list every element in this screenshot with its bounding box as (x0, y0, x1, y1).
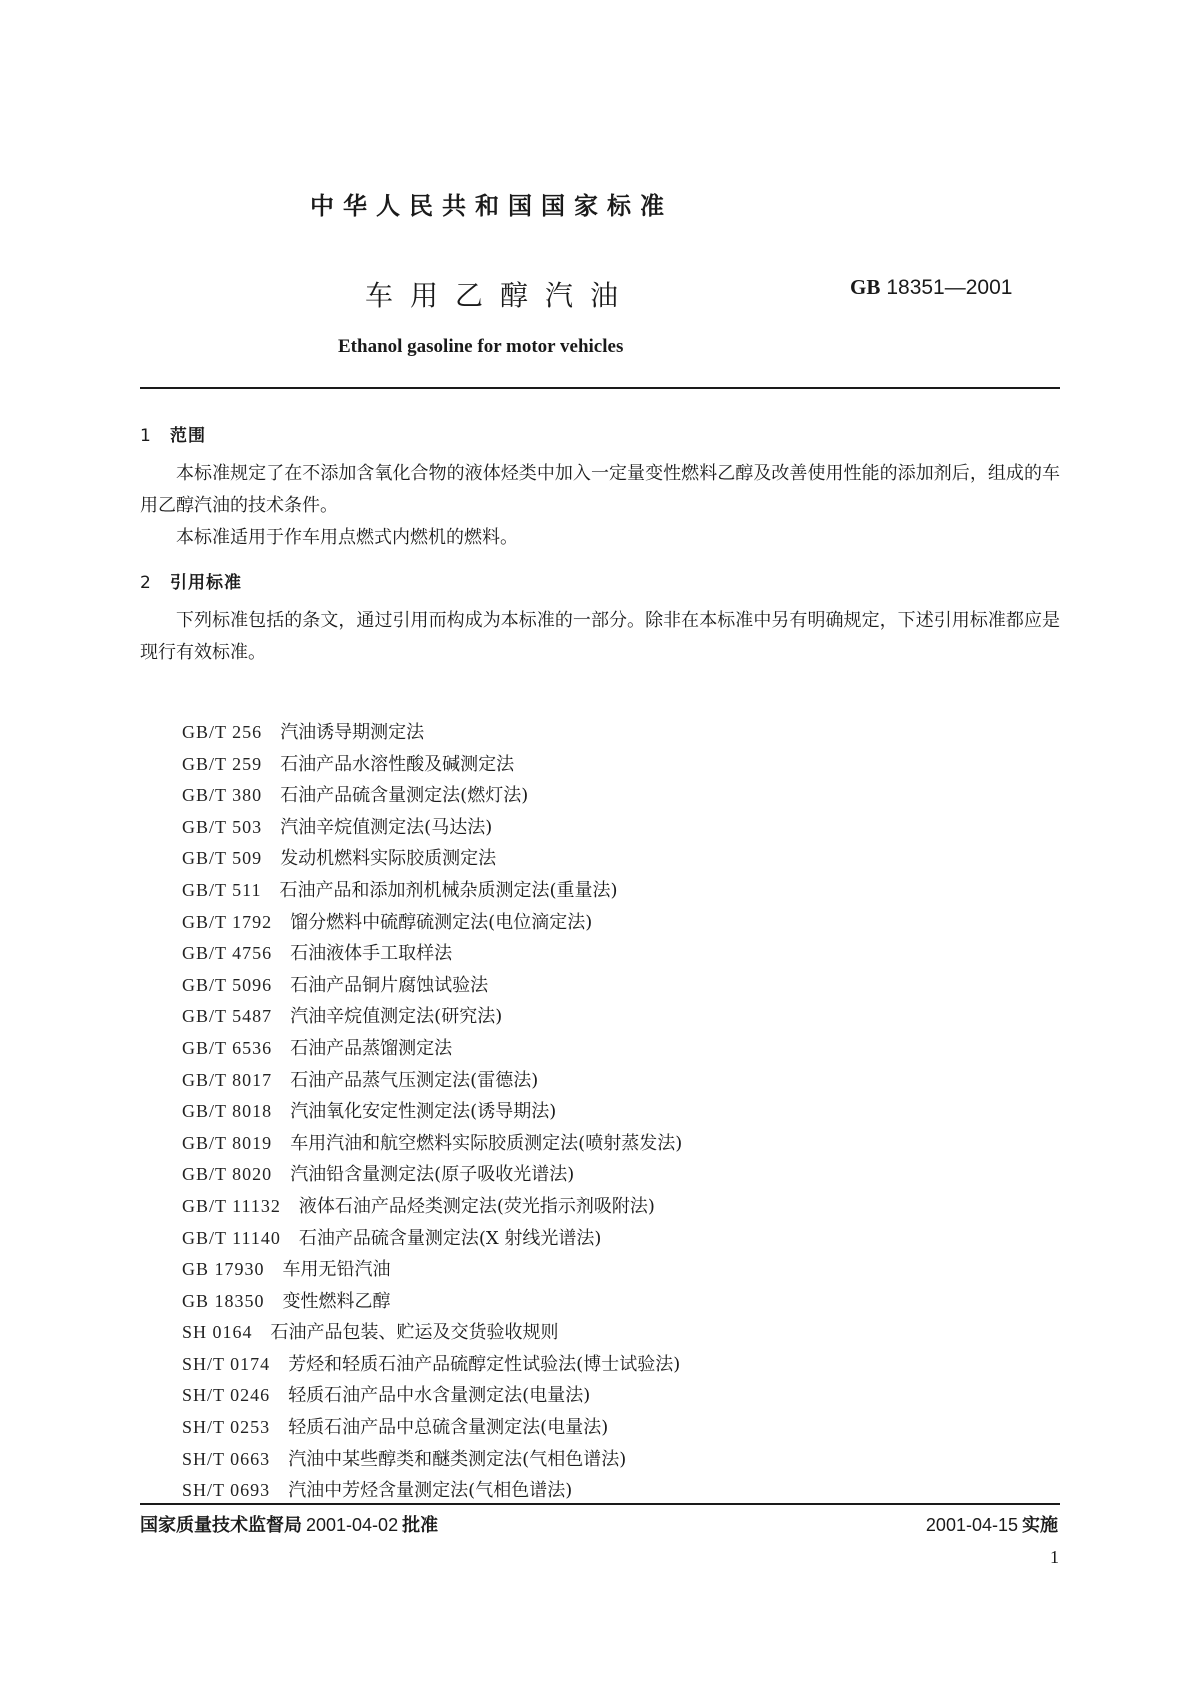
reference-code: GB/T 8019 (182, 1132, 273, 1153)
approve-label: 批准 (402, 1515, 439, 1536)
reference-code: GB/T 259 (182, 753, 263, 774)
reference-code: GB/T 5096 (182, 974, 273, 995)
reference-title: 汽油中芳烃含量测定法(气相色谱法) (288, 1480, 573, 1502)
national-standard-heading: 中华人民共和国国家标准 (310, 192, 673, 220)
reference-code: GB/T 256 (182, 722, 263, 742)
approve-date: 2001-04-02 (306, 1515, 399, 1535)
reference-title: 石油产品和添加剂机械杂质测定法(重量法) (279, 879, 618, 901)
reference-item (182, 1128, 682, 1160)
paragraph: 本标准适用于作车用点燃式内燃机的燃料。 (176, 527, 518, 548)
reference-code: GB 18350 (182, 1290, 265, 1311)
reference-item (182, 780, 682, 812)
reference-item (182, 1065, 682, 1097)
reference-title: 芳烃和轻质石油产品硫醇定性试验法(博士试验法) (288, 1353, 681, 1375)
reference-title: 液体石油产品烃类测定法(荧光指示剂吸附法) (298, 1195, 655, 1217)
reference-code: GB/T 8020 (182, 1164, 273, 1185)
reference-item (182, 1033, 682, 1065)
reference-code: GB/T 503 (182, 816, 263, 837)
reference-title: 汽油诱导期测定法 (280, 722, 425, 743)
reference-list (182, 717, 682, 1507)
reference-item (182, 1444, 682, 1476)
reference-item (182, 749, 682, 781)
reference-title: 石油产品硫含量测定法(燃灯法) (280, 785, 529, 807)
reference-title: 发动机燃料实际胶质测定法 (280, 848, 497, 870)
reference-item (182, 1096, 682, 1128)
effective-line (922, 1511, 1058, 1537)
reference-item (182, 1254, 682, 1286)
section-number: 2 (140, 573, 151, 593)
reference-item (182, 1159, 682, 1191)
reference-code: GB/T 380 (182, 785, 263, 806)
footer-divider (140, 1503, 1060, 1505)
approval-line (140, 1511, 438, 1537)
reference-code: SH/T 0663 (182, 1448, 271, 1469)
reference-code: GB/T 8017 (182, 1069, 273, 1090)
header-divider (140, 387, 1060, 389)
reference-item (182, 875, 682, 907)
section-number: 1 (140, 426, 151, 446)
section-heading-normative-references (140, 568, 242, 593)
reference-item (182, 1191, 682, 1223)
reference-item (182, 1223, 682, 1255)
reference-title: 石油液体手工取样法 (290, 943, 453, 965)
reference-code: SH 0164 (182, 1322, 253, 1343)
reference-title: 石油产品铜片腐蚀试验法 (290, 974, 489, 996)
reference-code: GB/T 5487 (182, 1006, 273, 1027)
reference-title: 石油产品硫含量测定法(X 射线光谱法) (298, 1227, 602, 1249)
standard-number-value: 18351—2001 (886, 276, 1013, 299)
reference-title: 汽油中某些醇类和醚类测定法(气相色谱法) (288, 1448, 627, 1470)
reference-title: 轻质石油产品中水含量测定法(电量法) (288, 1385, 591, 1407)
reference-item (182, 1412, 682, 1444)
reference-item (182, 1380, 682, 1412)
reference-item (182, 938, 682, 970)
reference-title: 石油产品水溶性酸及碱测定法 (280, 753, 515, 775)
reference-item (182, 1286, 682, 1318)
reference-code: GB 17930 (182, 1259, 265, 1280)
section-title: 引用标准 (170, 573, 242, 593)
reference-title: 汽油辛烷值测定法(研究法) (290, 1006, 503, 1028)
reference-item (182, 1001, 682, 1033)
reference-title: 变性燃料乙醇 (282, 1290, 391, 1312)
reference-title: 石油产品包装、贮运及交货验收规则 (270, 1322, 559, 1344)
reference-item (182, 843, 682, 875)
reference-item (182, 1317, 682, 1349)
reference-code: GB/T 11140 (182, 1227, 281, 1248)
reference-code: GB/T 11132 (182, 1195, 281, 1216)
reference-item (182, 717, 682, 749)
reference-item (182, 812, 682, 844)
reference-code: SH/T 0253 (182, 1417, 271, 1438)
document-title: 车用乙醇汽油 (365, 279, 636, 312)
reference-title: 车用无铅汽油 (282, 1259, 391, 1281)
reference-item (182, 1349, 682, 1381)
reference-code: SH/T 0174 (182, 1353, 271, 1374)
reference-code: GB/T 4756 (182, 943, 273, 964)
reference-code: SH/T 0246 (182, 1385, 271, 1406)
reference-code: GB/T 509 (182, 848, 263, 869)
standard-prefix: GB (850, 275, 881, 299)
reference-code: GB/T 6536 (182, 1037, 273, 1058)
reference-title: 车用汽油和航空燃料实际胶质测定法(喷射蒸发法) (290, 1132, 683, 1154)
reference-title: 石油产品蒸气压测定法(雷德法) (290, 1069, 539, 1091)
reference-title: 汽油铅含量测定法(原子吸收光谱法) (290, 1164, 575, 1186)
reference-title: 石油产品蒸馏测定法 (290, 1037, 453, 1059)
page-number: 1 (1050, 1547, 1059, 1567)
section-body-scope (140, 458, 1060, 554)
reference-title: 汽油辛烷值测定法(马达法) (280, 816, 493, 838)
section-body-references (140, 605, 1060, 669)
reference-code: GB/T 8018 (182, 1101, 273, 1122)
effective-date: 2001-04-15 (925, 1515, 1018, 1535)
section-heading-scope (140, 421, 206, 446)
reference-title: 轻质石油产品中总硫含量测定法(电量法) (288, 1417, 609, 1439)
reference-title: 汽油氧化安定性测定法(诱导期法) (290, 1101, 557, 1123)
section-title: 范围 (170, 426, 206, 446)
reference-title: 馏分燃料中硫醇硫测定法(电位滴定法) (290, 911, 593, 933)
reference-item (182, 970, 682, 1002)
approver: 国家质量技术监督局 (140, 1515, 302, 1536)
effective-label: 实施 (1022, 1515, 1058, 1536)
paragraph: 下列标准包括的条文，通过引用而构成为本标准的一部分。除非在本标准中另有明确规定，下述引用标准都应是现行有效标准。 (140, 610, 1060, 663)
reference-item (182, 907, 682, 939)
reference-code: SH/T 0693 (182, 1480, 271, 1501)
standard-number (850, 275, 1012, 300)
reference-code: GB/T 1792 (182, 911, 273, 932)
paragraph: 本标准规定了在不添加含氧化合物的液体烃类中加入一定量变性燃料乙醇及改善使用性能的添加剂后，组成的车用乙醇汽油的技术条件。 (140, 463, 1060, 516)
english-title: Ethanol gasoline for motor vehicles (338, 336, 624, 357)
reference-code: GB/T 511 (182, 879, 262, 900)
